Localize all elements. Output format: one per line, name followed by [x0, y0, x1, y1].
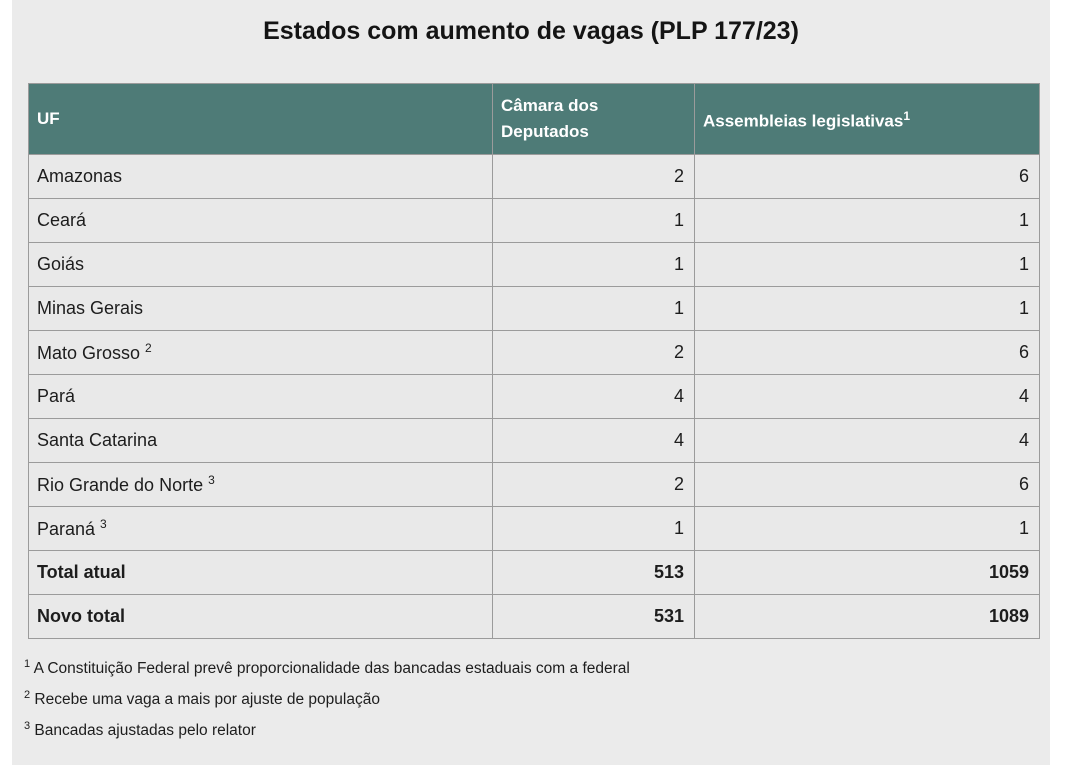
- footnote-marker: 3: [24, 720, 31, 733]
- table-row: [29, 419, 1040, 463]
- table-body: [29, 155, 1040, 639]
- cell-uf: Mato Grosso $^2$: [29, 331, 493, 375]
- cell-camara: 531: [493, 595, 695, 639]
- page-title: Estados com aumento de vagas (PLP 177/23): [263, 17, 799, 45]
- cell-uf: Amazonas: [29, 155, 493, 199]
- footnote: $^2$ Recebe uma vaga a mais por ajuste de população: [24, 689, 380, 709]
- footnote: $^1$ A Constituição Federal prevê proporcionalidade das bancadas estaduais com a federal: [24, 658, 630, 678]
- footnotes: [24, 651, 630, 744]
- table-row: [29, 155, 1040, 199]
- column-header-assembleias-label: Assembleias legislativas: [703, 111, 904, 131]
- table-row: [29, 375, 1040, 419]
- column-header-uf-label: UF: [37, 109, 60, 128]
- table-row: [29, 463, 1040, 507]
- table-row: [29, 507, 1040, 551]
- column-header-assembleias-footnote-marker: 1: [903, 109, 911, 124]
- cell-assembleias: 6: [695, 155, 1040, 199]
- cell-uf: Ceará: [29, 199, 493, 243]
- cell-assembleias: 4: [695, 375, 1040, 419]
- cell-uf: Novo total: [29, 595, 493, 639]
- footnote: $^3$ Bancadas ajustadas pelo relator: [24, 720, 256, 740]
- cell-camara: 1: [493, 287, 695, 331]
- cell-assembleias: 6: [695, 331, 1040, 375]
- cell-camara: 2: [493, 463, 695, 507]
- vagas-table: [28, 83, 1040, 639]
- header-row: [29, 84, 1040, 155]
- cell-assembleias: 4: [695, 419, 1040, 463]
- table-row: [29, 243, 1040, 287]
- column-header-uf: [29, 84, 493, 155]
- cell-camara: 4: [493, 419, 695, 463]
- cell-uf: Santa Catarina: [29, 419, 493, 463]
- cell-camara: 2: [493, 155, 695, 199]
- cell-assembleias: 1: [695, 243, 1040, 287]
- table-row: [29, 287, 1040, 331]
- cell-uf: Rio Grande do Norte $^3$: [29, 463, 493, 507]
- column-header-camara-label: Câmara dos Deputados: [501, 96, 599, 141]
- cell-assembleias: 6: [695, 463, 1040, 507]
- column-header-camara: [493, 84, 695, 155]
- footnote-marker: 1: [24, 658, 31, 670]
- table-header: [29, 84, 1040, 155]
- footnote-marker: 2: [24, 689, 31, 702]
- column-header-assembleias: [695, 84, 1040, 155]
- content-panel: [12, 0, 1050, 765]
- cell-assembleias: 1059: [695, 551, 1040, 595]
- cell-camara: 1: [493, 243, 695, 287]
- cell-uf: Goiás: [29, 243, 493, 287]
- footnote-marker: 3: [100, 517, 107, 531]
- footnote-marker: 2: [145, 341, 152, 355]
- total-row: [29, 595, 1040, 639]
- cell-assembleias: 1: [695, 199, 1040, 243]
- cell-assembleias: 1089: [695, 595, 1040, 639]
- total-row: [29, 551, 1040, 595]
- cell-uf: Pará: [29, 375, 493, 419]
- cell-assembleias: 1: [695, 287, 1040, 331]
- cell-camara: 4: [493, 375, 695, 419]
- cell-uf: Total atual: [29, 551, 493, 595]
- cell-assembleias: 1: [695, 507, 1040, 551]
- cell-camara: 2: [493, 331, 695, 375]
- cell-uf: Minas Gerais: [29, 287, 493, 331]
- cell-uf: Paraná $^3$: [29, 507, 493, 551]
- cell-camara: 1: [493, 507, 695, 551]
- table-row: [29, 199, 1040, 243]
- table-row: [29, 331, 1040, 375]
- cell-camara: 1: [493, 199, 695, 243]
- footnote-marker: 3: [208, 473, 215, 487]
- cell-camara: 513: [493, 551, 695, 595]
